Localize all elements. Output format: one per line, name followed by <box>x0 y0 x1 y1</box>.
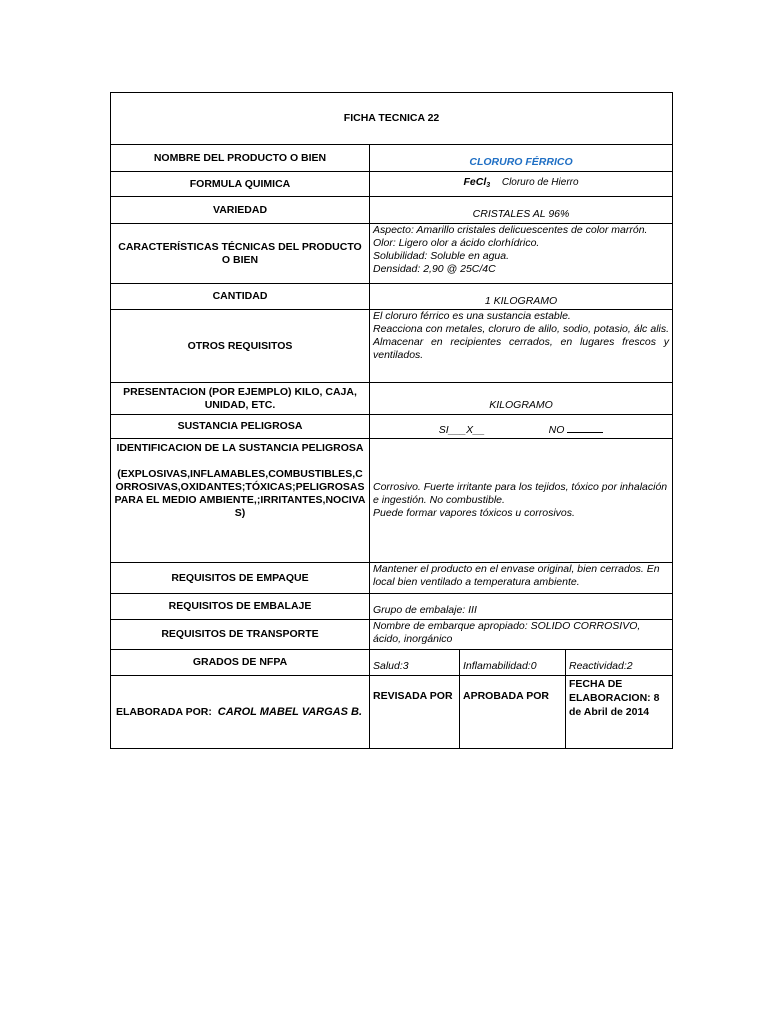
producto-value <box>370 145 673 172</box>
identificacion-line: Puede formar vapores tóxicos u corrosivos. <box>373 507 575 519</box>
empaque-label: REQUISITOS DE EMPAQUE <box>111 563 370 594</box>
identificacion-value <box>370 439 673 563</box>
variedad-value: CRISTALES AL 96% <box>370 197 673 224</box>
caracteristicas-line: Densidad: 2,90 @ 25C/4C <box>373 263 496 275</box>
transporte-value: Nombre de embarque apropiado: SOLIDO CORROSIVO, ácido, inorgánico <box>370 620 673 650</box>
elaborada-label: ELABORADA POR: <box>116 705 212 718</box>
ficha-tecnica-table <box>110 92 673 749</box>
identificacion-categories: (EXPLOSIVAS,INFLAMABLES,COMBUSTIBLES,CORROSIVAS,OXIDANTES;TÓXICAS;PELIGROSAS PARA EL MEDIO AMBIENTE,;IRRITANTES,NOCIVAS) <box>114 468 366 519</box>
aprobada-cell: APROBADA POR <box>460 676 566 749</box>
caracteristicas-value <box>370 224 673 284</box>
formula-name: Cloruro de Hierro <box>501 177 579 188</box>
cantidad-value: 1 KILOGRAMO <box>370 284 673 310</box>
transporte-label: REQUISITOS DE TRANSPORTE <box>111 620 370 650</box>
cantidad-label: CANTIDAD <box>111 284 370 310</box>
producto-label: NOMBRE DEL PRODUCTO O BIEN <box>111 145 370 172</box>
elaborada-name: CAROL MABEL VARGAS B. <box>217 705 363 718</box>
presentacion-value: KILOGRAMO <box>370 383 673 415</box>
fecha-elaboracion-cell: FECHA DE ELABORACION: 8 de Abril de 2014 <box>566 676 673 749</box>
identificacion-label <box>111 439 370 563</box>
otros-label: OTROS REQUISITOS <box>111 310 370 383</box>
elaborada-cell <box>111 676 370 749</box>
identificacion-line: Corrosivo. Fuerte irritante para los tejidos, tóxico por inhalación e ingestión. No combustible. <box>373 481 668 506</box>
presentacion-label: PRESENTACION (POR EJEMPLO) KILO, CAJA, UNIDAD, ETC. <box>111 383 370 415</box>
otros-line: El cloruro férrico es una sustancia estable. <box>373 310 571 322</box>
identificacion-title: IDENTIFICACION DE LA SUSTANCIA PELIGROSA <box>116 442 364 454</box>
variedad-label: VARIEDAD <box>111 197 370 224</box>
nfpa-salud: Salud:3 <box>370 650 460 676</box>
embalaje-value: Grupo de embalaje: III <box>370 594 673 620</box>
sustancia-value <box>370 415 673 439</box>
caracteristicas-label: CARACTERÍSTICAS TÉCNICAS DEL PRODUCTO O BIEN <box>111 224 370 284</box>
caracteristicas-line: Aspecto: Amarillo cristales delicuescentes de color marrón. <box>373 224 648 236</box>
sustancia-no-blank <box>567 423 603 433</box>
formula-label: FORMULA QUIMICA <box>111 172 370 197</box>
otros-value <box>370 310 673 383</box>
nfpa-inflamabilidad: Inflamabilidad:0 <box>460 650 566 676</box>
formula-symbol: FeCl$_3$ <box>463 176 491 189</box>
sustancia-label: SUSTANCIA PELIGROSA <box>111 415 370 439</box>
caracteristicas-line: Olor: Ligero olor a ácido clorhídrico. <box>373 237 540 249</box>
sustancia-si: SI___X__ <box>438 424 485 436</box>
formula-value <box>370 172 673 197</box>
otros-line: Reacciona con metales, cloruro de alilo, sodio, potasio, álc alis. Almacenar en recipientes cerrados, en lugares frescos y ventilados. <box>373 323 670 361</box>
empaque-value: Mantener el producto en el envase original, bien cerrados. En local bien ventilado a temperatura ambiente. <box>370 563 673 594</box>
document-title: FICHA TECNICA 22 <box>111 93 673 145</box>
nfpa-label: GRADOS DE NFPA <box>111 650 370 676</box>
producto-name: CLORURO FÉRRICO <box>469 156 573 168</box>
revisada-cell: REVISADA POR <box>370 676 460 749</box>
embalaje-label: REQUISITOS DE EMBALAJE <box>111 594 370 620</box>
sustancia-no: NO <box>548 424 565 436</box>
caracteristicas-line: Solubilidad: Soluble en agua. <box>373 250 510 262</box>
nfpa-reactividad: Reactividad:2 <box>566 650 673 676</box>
